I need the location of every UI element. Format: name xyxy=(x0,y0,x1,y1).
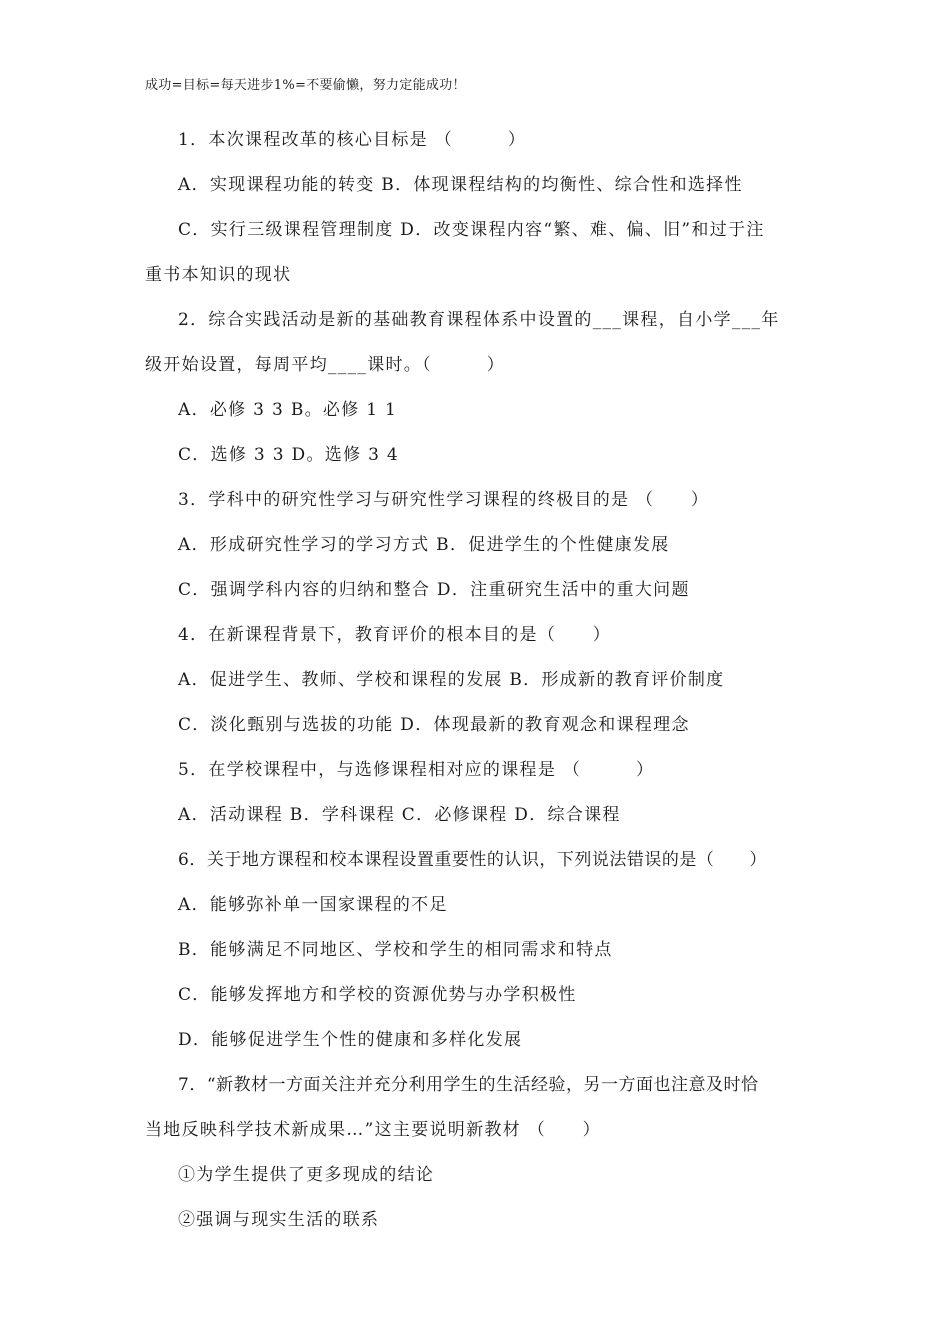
question-4: 4．在新课程背景下，教育评价的根本目的是（ ） xyxy=(178,625,612,645)
question-7: 7．“新教材一方面关注并充分利用学生的生活经验，另一方面也注意及时恰 xyxy=(178,1075,759,1095)
question-2-options-ab: A．必修 3 3 B。必修 1 1 xyxy=(178,400,398,420)
question-3-options-ab: A．形成研究性学习的学习方式 B．促进学生的个性健康发展 xyxy=(178,535,670,555)
question-content xyxy=(145,118,807,1243)
question-2-continued: 级开始设置，每周平均____课时。（ ） xyxy=(145,355,506,375)
question-7-continued: 当地反映科学技术新成果…”这主要说明新教材 （ ） xyxy=(145,1120,601,1140)
question-1-options-ab: A．实现课程功能的转变 B．体现课程结构的均衡性、综合性和选择性 xyxy=(178,175,743,195)
question-4-options-ab: A．促进学生、教师、学校和课程的发展 B．形成新的教育评价制度 xyxy=(178,670,725,690)
question-7-statement-2: ②强调与现实生活的联系 xyxy=(178,1210,380,1230)
question-6-option-a: A．能够弥补单一国家课程的不足 xyxy=(178,895,448,915)
question-3: 3．学科中的研究性学习与研究性学习课程的终极目的是 （ ） xyxy=(178,490,710,510)
question-6-option-c: C．能够发挥地方和学校的资源优势与办学积极性 xyxy=(178,985,577,1005)
question-6-option-d: D．能够促进学生个性的健康和多样化发展 xyxy=(178,1030,523,1050)
question-5-options: A．活动课程 B．学科课程 C．必修课程 D．综合课程 xyxy=(178,805,621,825)
question-5: 5．在学校课程中，与选修课程相对应的课程是 （ ） xyxy=(178,760,655,780)
question-6: 6．关于地方课程和校本课程设置重要性的认识，下列说法错误的是（ ） xyxy=(178,850,767,870)
question-7-statement-1: ①为学生提供了更多现成的结论 xyxy=(178,1165,435,1185)
question-6-option-b: B．能够满足不同地区、学校和学生的相同需求和特点 xyxy=(178,940,613,960)
question-2-options-cd: C．选修 3 3 D。选修 3 4 xyxy=(178,445,400,465)
question-1-options-cd: C．实行三级课程管理制度 D．改变课程内容“繁、难、偏、旧”和过于注 xyxy=(178,220,765,240)
question-1-options-cd-continued: 重书本知识的现状 xyxy=(145,265,292,285)
question-4-options-cd: C．淡化甄别与选拔的功能 D．体现最新的教育观念和课程理念 xyxy=(178,715,690,735)
question-3-options-cd: C．强调学科内容的归纳和整合 D．注重研究生活中的重大问题 xyxy=(178,580,690,600)
question-2: 2．综合实践活动是新的基础教育课程体系中设置的___课程，自小学___年 xyxy=(178,310,780,330)
question-1: 1．本次课程改革的核心目标是 （ ） xyxy=(178,130,527,150)
header-motto: 成功=目标=每天进步1%=不要偷懒，努力定能成功！ xyxy=(145,78,466,93)
